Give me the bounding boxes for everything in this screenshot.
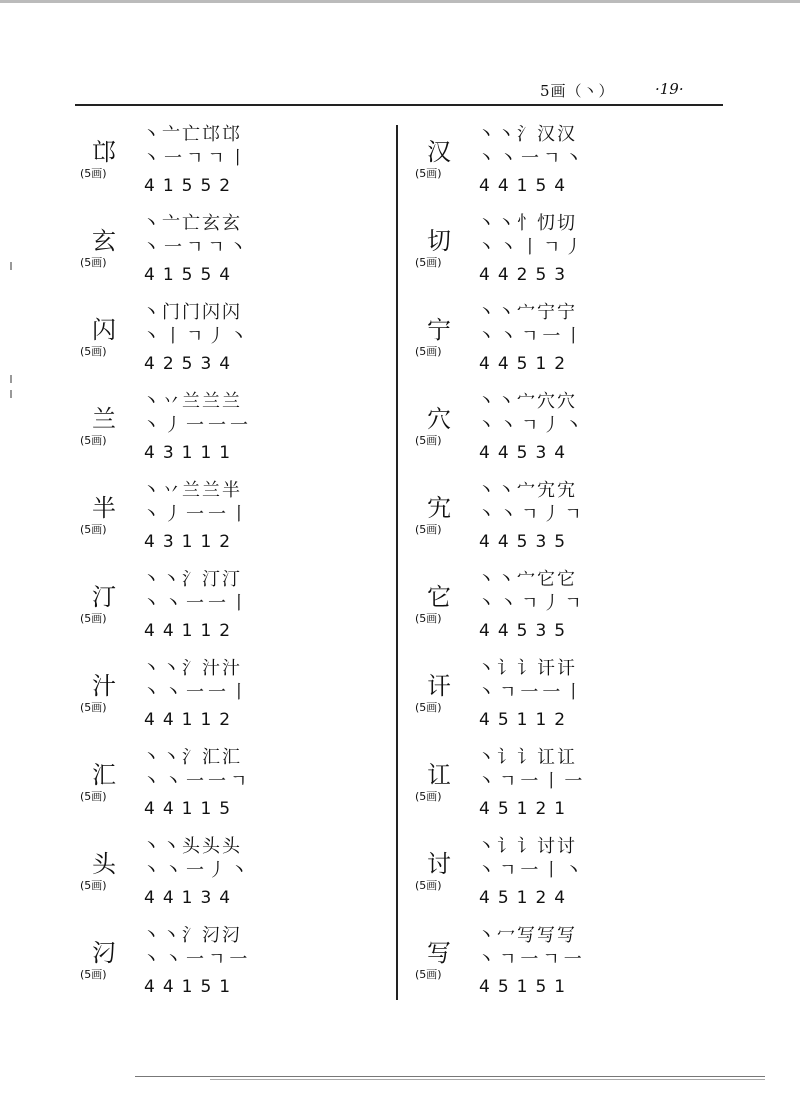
stroke-codes: 44535	[479, 532, 574, 552]
stroke-count-label: (5画)	[80, 701, 107, 714]
stroke-shapes: 丶丶一一丨	[142, 593, 252, 614]
stroke-shapes: 丶ㄱ一ㄱ一	[477, 949, 586, 970]
char-entry	[80, 298, 380, 387]
char-entry	[415, 298, 715, 387]
stroke-sequence: 丶丶氵汇汇	[142, 747, 242, 768]
stroke-shapes: 丶一ㄱㄱ丨	[142, 148, 251, 169]
headword: 玄	[92, 227, 116, 255]
margin-mark	[10, 390, 12, 398]
headword: 写	[427, 939, 451, 967]
stroke-sequence: 丶丶氵汀汀	[142, 569, 242, 590]
char-entry	[415, 387, 715, 476]
headword: 汈	[92, 939, 116, 967]
section-title: 5画（丶）	[540, 82, 615, 100]
headword: 半	[92, 494, 116, 522]
headword: 汇	[92, 761, 116, 789]
stroke-sequence: 丶讠讠讦讦	[477, 658, 577, 679]
stroke-codes: 45124	[479, 888, 574, 908]
stroke-shapes: 丶丿一一丨	[142, 504, 252, 525]
right-column	[415, 120, 715, 1010]
stroke-shapes: 丶丶ㄱ丿ㄱ	[477, 504, 586, 525]
char-entry	[415, 476, 715, 565]
stroke-shapes: 丶一ㄱㄱ丶	[142, 237, 251, 258]
char-entry	[415, 743, 715, 832]
stroke-sequence: 丶丶氵汁汁	[142, 658, 242, 679]
stroke-sequence: 丶亠亡玄玄	[142, 213, 242, 234]
stroke-sequence: 丶门门闪闪	[142, 302, 242, 323]
stroke-sequence: 丶丶头头头	[142, 836, 242, 857]
stroke-shapes: 丶丶一一ㄱ	[142, 771, 252, 792]
char-entry	[80, 476, 380, 565]
headword: 讨	[427, 850, 451, 878]
headword: 宄	[427, 494, 451, 522]
stroke-codes: 44151	[144, 977, 239, 997]
stroke-codes: 44134	[144, 888, 239, 908]
char-entry	[80, 565, 380, 654]
headword: 讦	[427, 672, 451, 700]
page-top-edge	[0, 0, 800, 3]
stroke-codes: 45121	[479, 799, 574, 819]
page-header	[520, 80, 720, 102]
char-entry	[415, 921, 715, 1010]
char-entry	[415, 565, 715, 654]
stroke-count-label: (5画)	[415, 167, 442, 180]
stroke-codes: 44112	[144, 710, 239, 730]
stroke-count-label: (5画)	[415, 790, 442, 803]
char-entry	[80, 120, 380, 209]
stroke-shapes: 丶ㄱ一丨丶	[477, 860, 587, 881]
char-entry	[80, 743, 380, 832]
stroke-sequence: 丶丶忄忉切	[477, 213, 577, 234]
headword: 宁	[427, 316, 451, 344]
stroke-shapes: 丶丶一ㄱ丶	[477, 148, 587, 169]
stroke-sequence: 丶冖写写写	[477, 925, 577, 946]
stroke-count-label: (5画)	[80, 790, 107, 803]
char-entry	[80, 921, 380, 1010]
stroke-codes: 44154	[479, 176, 574, 196]
stroke-codes: 45151	[479, 977, 574, 997]
stroke-count-label: (5画)	[80, 345, 107, 358]
headword: 头	[92, 850, 116, 878]
stroke-codes: 41552	[144, 176, 239, 196]
stroke-sequence: 丶丷兰兰半	[142, 480, 242, 501]
headword: 它	[427, 583, 451, 611]
stroke-codes: 41554	[144, 265, 239, 285]
left-column	[80, 120, 380, 1010]
stroke-sequence: 丶丶宀宁宁	[477, 302, 577, 323]
headword: 邙	[92, 138, 116, 166]
stroke-codes: 43112	[144, 532, 239, 552]
stroke-count-label: (5画)	[415, 612, 442, 625]
stroke-codes: 44512	[479, 354, 574, 374]
stroke-codes: 44115	[144, 799, 239, 819]
char-entry	[80, 387, 380, 476]
page-number: ·19·	[655, 80, 684, 98]
stroke-sequence: 丶丶宀宄宄	[477, 480, 577, 501]
stroke-sequence: 丶丶氵汈汈	[142, 925, 242, 946]
stroke-shapes: 丶丶ㄱ丿丶	[477, 415, 587, 436]
headword: 切	[427, 227, 451, 255]
stroke-sequence: 丶丶氵汉汉	[477, 124, 577, 145]
stroke-shapes: 丶丿一一一	[142, 415, 252, 436]
stroke-count-label: (5画)	[80, 879, 107, 892]
headword: 汀	[92, 583, 116, 611]
stroke-count-label: (5画)	[80, 968, 107, 981]
column-divider	[396, 125, 398, 1000]
headword: 讧	[427, 761, 451, 789]
stroke-shapes: 丶丶一ㄱ一	[142, 949, 252, 970]
margin-mark	[10, 262, 12, 270]
stroke-count-label: (5画)	[415, 968, 442, 981]
stroke-shapes: 丶ㄱ一一丨	[477, 682, 587, 703]
stroke-sequence: 丶丶宀它它	[477, 569, 577, 590]
stroke-sequence: 丶丷兰兰兰	[142, 391, 242, 412]
margin-mark	[10, 375, 12, 383]
headword: 汉	[427, 138, 451, 166]
stroke-count-label: (5画)	[415, 345, 442, 358]
headword: 闪	[92, 316, 116, 344]
char-entry	[415, 120, 715, 209]
char-entry	[415, 209, 715, 298]
stroke-count-label: (5画)	[415, 434, 442, 447]
stroke-shapes: 丶丶丨ㄱ丿	[477, 237, 587, 258]
stroke-codes: 43111	[144, 443, 239, 463]
headword: 汁	[92, 672, 116, 700]
stroke-shapes: 丶丶一一丨	[142, 682, 252, 703]
char-entry	[415, 832, 715, 921]
stroke-codes: 44112	[144, 621, 239, 641]
stroke-count-label: (5画)	[80, 612, 107, 625]
footer-rule	[135, 1076, 765, 1077]
stroke-codes: 42534	[144, 354, 239, 374]
char-entry	[80, 832, 380, 921]
stroke-shapes: 丶丶一丿丶	[142, 860, 252, 881]
stroke-codes: 44535	[479, 621, 574, 641]
char-entry	[80, 209, 380, 298]
stroke-count-label: (5画)	[415, 701, 442, 714]
stroke-shapes: 丶丶ㄱ丿ㄱ	[477, 593, 586, 614]
stroke-codes: 44253	[479, 265, 574, 285]
char-entry	[415, 654, 715, 743]
stroke-count-label: (5画)	[415, 256, 442, 269]
stroke-count-label: (5画)	[80, 256, 107, 269]
header-rule	[75, 104, 723, 106]
stroke-count-label: (5画)	[80, 523, 107, 536]
stroke-codes: 44534	[479, 443, 574, 463]
stroke-count-label: (5画)	[80, 434, 107, 447]
footer-rule	[210, 1079, 765, 1080]
char-entry	[80, 654, 380, 743]
stroke-sequence: 丶讠讠讧讧	[477, 747, 577, 768]
stroke-shapes: 丶丨ㄱ丿丶	[142, 326, 252, 347]
stroke-sequence: 丶亠亡邙邙	[142, 124, 242, 145]
headword: 穴	[427, 405, 451, 433]
stroke-shapes: 丶丶ㄱ一丨	[477, 326, 587, 347]
stroke-sequence: 丶讠讠讨讨	[477, 836, 577, 857]
stroke-count-label: (5画)	[80, 167, 107, 180]
stroke-shapes: 丶ㄱ一丨一	[477, 771, 587, 792]
stroke-count-label: (5画)	[415, 523, 442, 536]
headword: 兰	[92, 405, 116, 433]
stroke-sequence: 丶丶宀穴穴	[477, 391, 577, 412]
stroke-count-label: (5画)	[415, 879, 442, 892]
stroke-codes: 45112	[479, 710, 574, 730]
